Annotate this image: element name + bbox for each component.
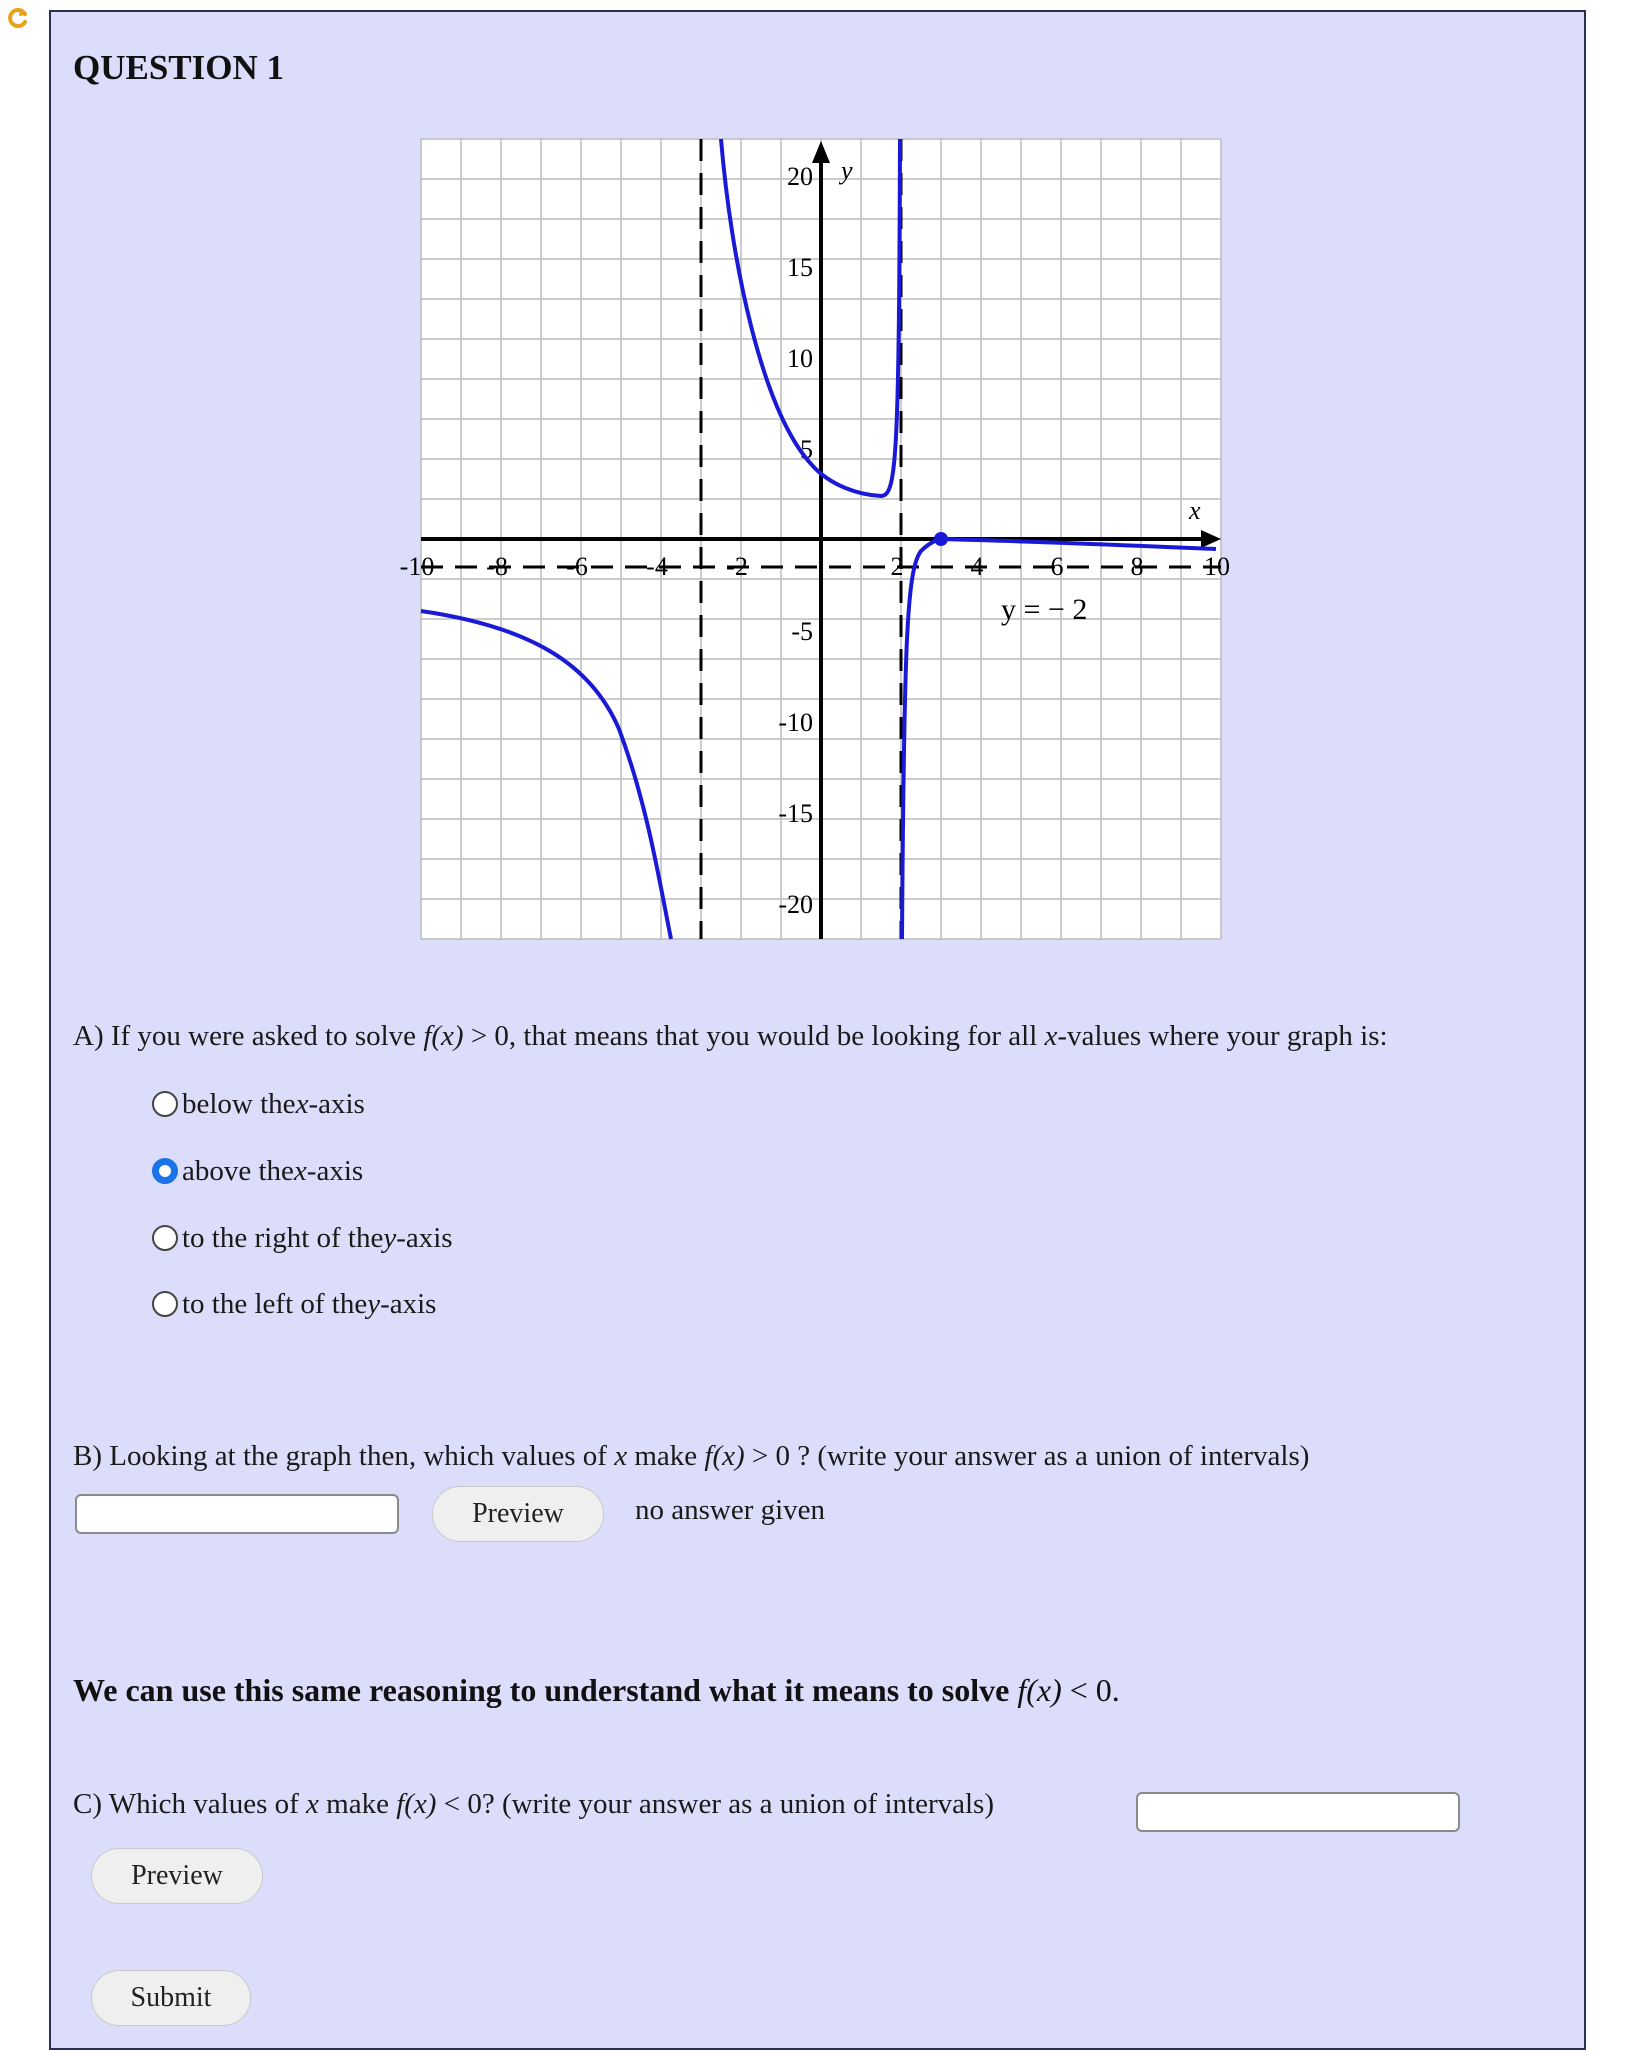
y-tick-label: 20 (787, 162, 813, 191)
x-tick-label: -2 (726, 552, 748, 581)
x-tick-label: 4 (970, 552, 984, 581)
question-title: QUESTION 1 (73, 48, 285, 87)
radio-above-x-axis[interactable] (152, 1158, 178, 1184)
submit-button[interactable]: Submit (91, 1970, 251, 2026)
y-tick-label: 5 (800, 435, 813, 464)
x-tick-label: -10 (399, 552, 435, 581)
x-tick-label: 2 (890, 552, 904, 581)
option-left-of-y-axis[interactable]: to the left of the y -axis (152, 1286, 436, 1322)
x-tick-label: 10 (1204, 552, 1230, 581)
radio-right-of-y-axis[interactable] (152, 1225, 178, 1251)
y-tick-label: -15 (778, 799, 813, 828)
x-tick-label: -8 (486, 552, 508, 581)
part-c-answer-input[interactable] (1136, 1792, 1460, 1832)
curve-point (934, 532, 948, 546)
reasoning-statement: We can use this same reasoning to understand what it means to solve f(x) < 0. (73, 1672, 1120, 1708)
x-tick-label: 8 (1130, 552, 1144, 581)
asymptote-label: y = − 2 (1001, 593, 1088, 626)
question-panel (49, 10, 1586, 2050)
x-axis-label: x (1189, 496, 1201, 525)
radio-below-x-axis[interactable] (152, 1091, 178, 1117)
part-b-preview-button[interactable]: Preview (432, 1486, 604, 1542)
part-c-preview-button[interactable]: Preview (91, 1848, 263, 1904)
radio-left-of-y-axis[interactable] (152, 1291, 178, 1317)
x-tick-label: -4 (646, 552, 668, 581)
y-tick-label: -20 (778, 890, 813, 919)
y-tick-label: 10 (787, 344, 813, 373)
function-graph (399, 139, 1230, 939)
part-c-prompt: C) Which values of x make f(x) < 0? (write your answer as a union of intervals) (73, 1788, 994, 1820)
option-below-x-axis[interactable]: below the x -axis (152, 1086, 365, 1122)
part-a-prompt: A) If you were asked to solve f(x) > 0, that means that you would be looking for all x-values where your graph is: (73, 1020, 1388, 1052)
y-tick-label: -5 (791, 617, 813, 646)
option-above-x-axis[interactable]: above the x -axis (152, 1153, 363, 1189)
part-b-status: no answer given (635, 1494, 826, 1526)
part-b-prompt: B) Looking at the graph then, which values of x make f(x) > 0 ? (write your answer as a union of intervals) (73, 1440, 1310, 1472)
x-tick-label: -6 (566, 552, 588, 581)
reload-icon[interactable] (6, 6, 30, 30)
y-tick-label: -10 (778, 708, 813, 737)
y-tick-label: 15 (787, 253, 813, 282)
part-b-answer-input[interactable] (75, 1494, 399, 1534)
option-right-of-y-axis[interactable]: to the right of the y -axis (152, 1220, 453, 1256)
y-axis-label: y (841, 156, 853, 185)
x-tick-label: 6 (1050, 552, 1064, 581)
